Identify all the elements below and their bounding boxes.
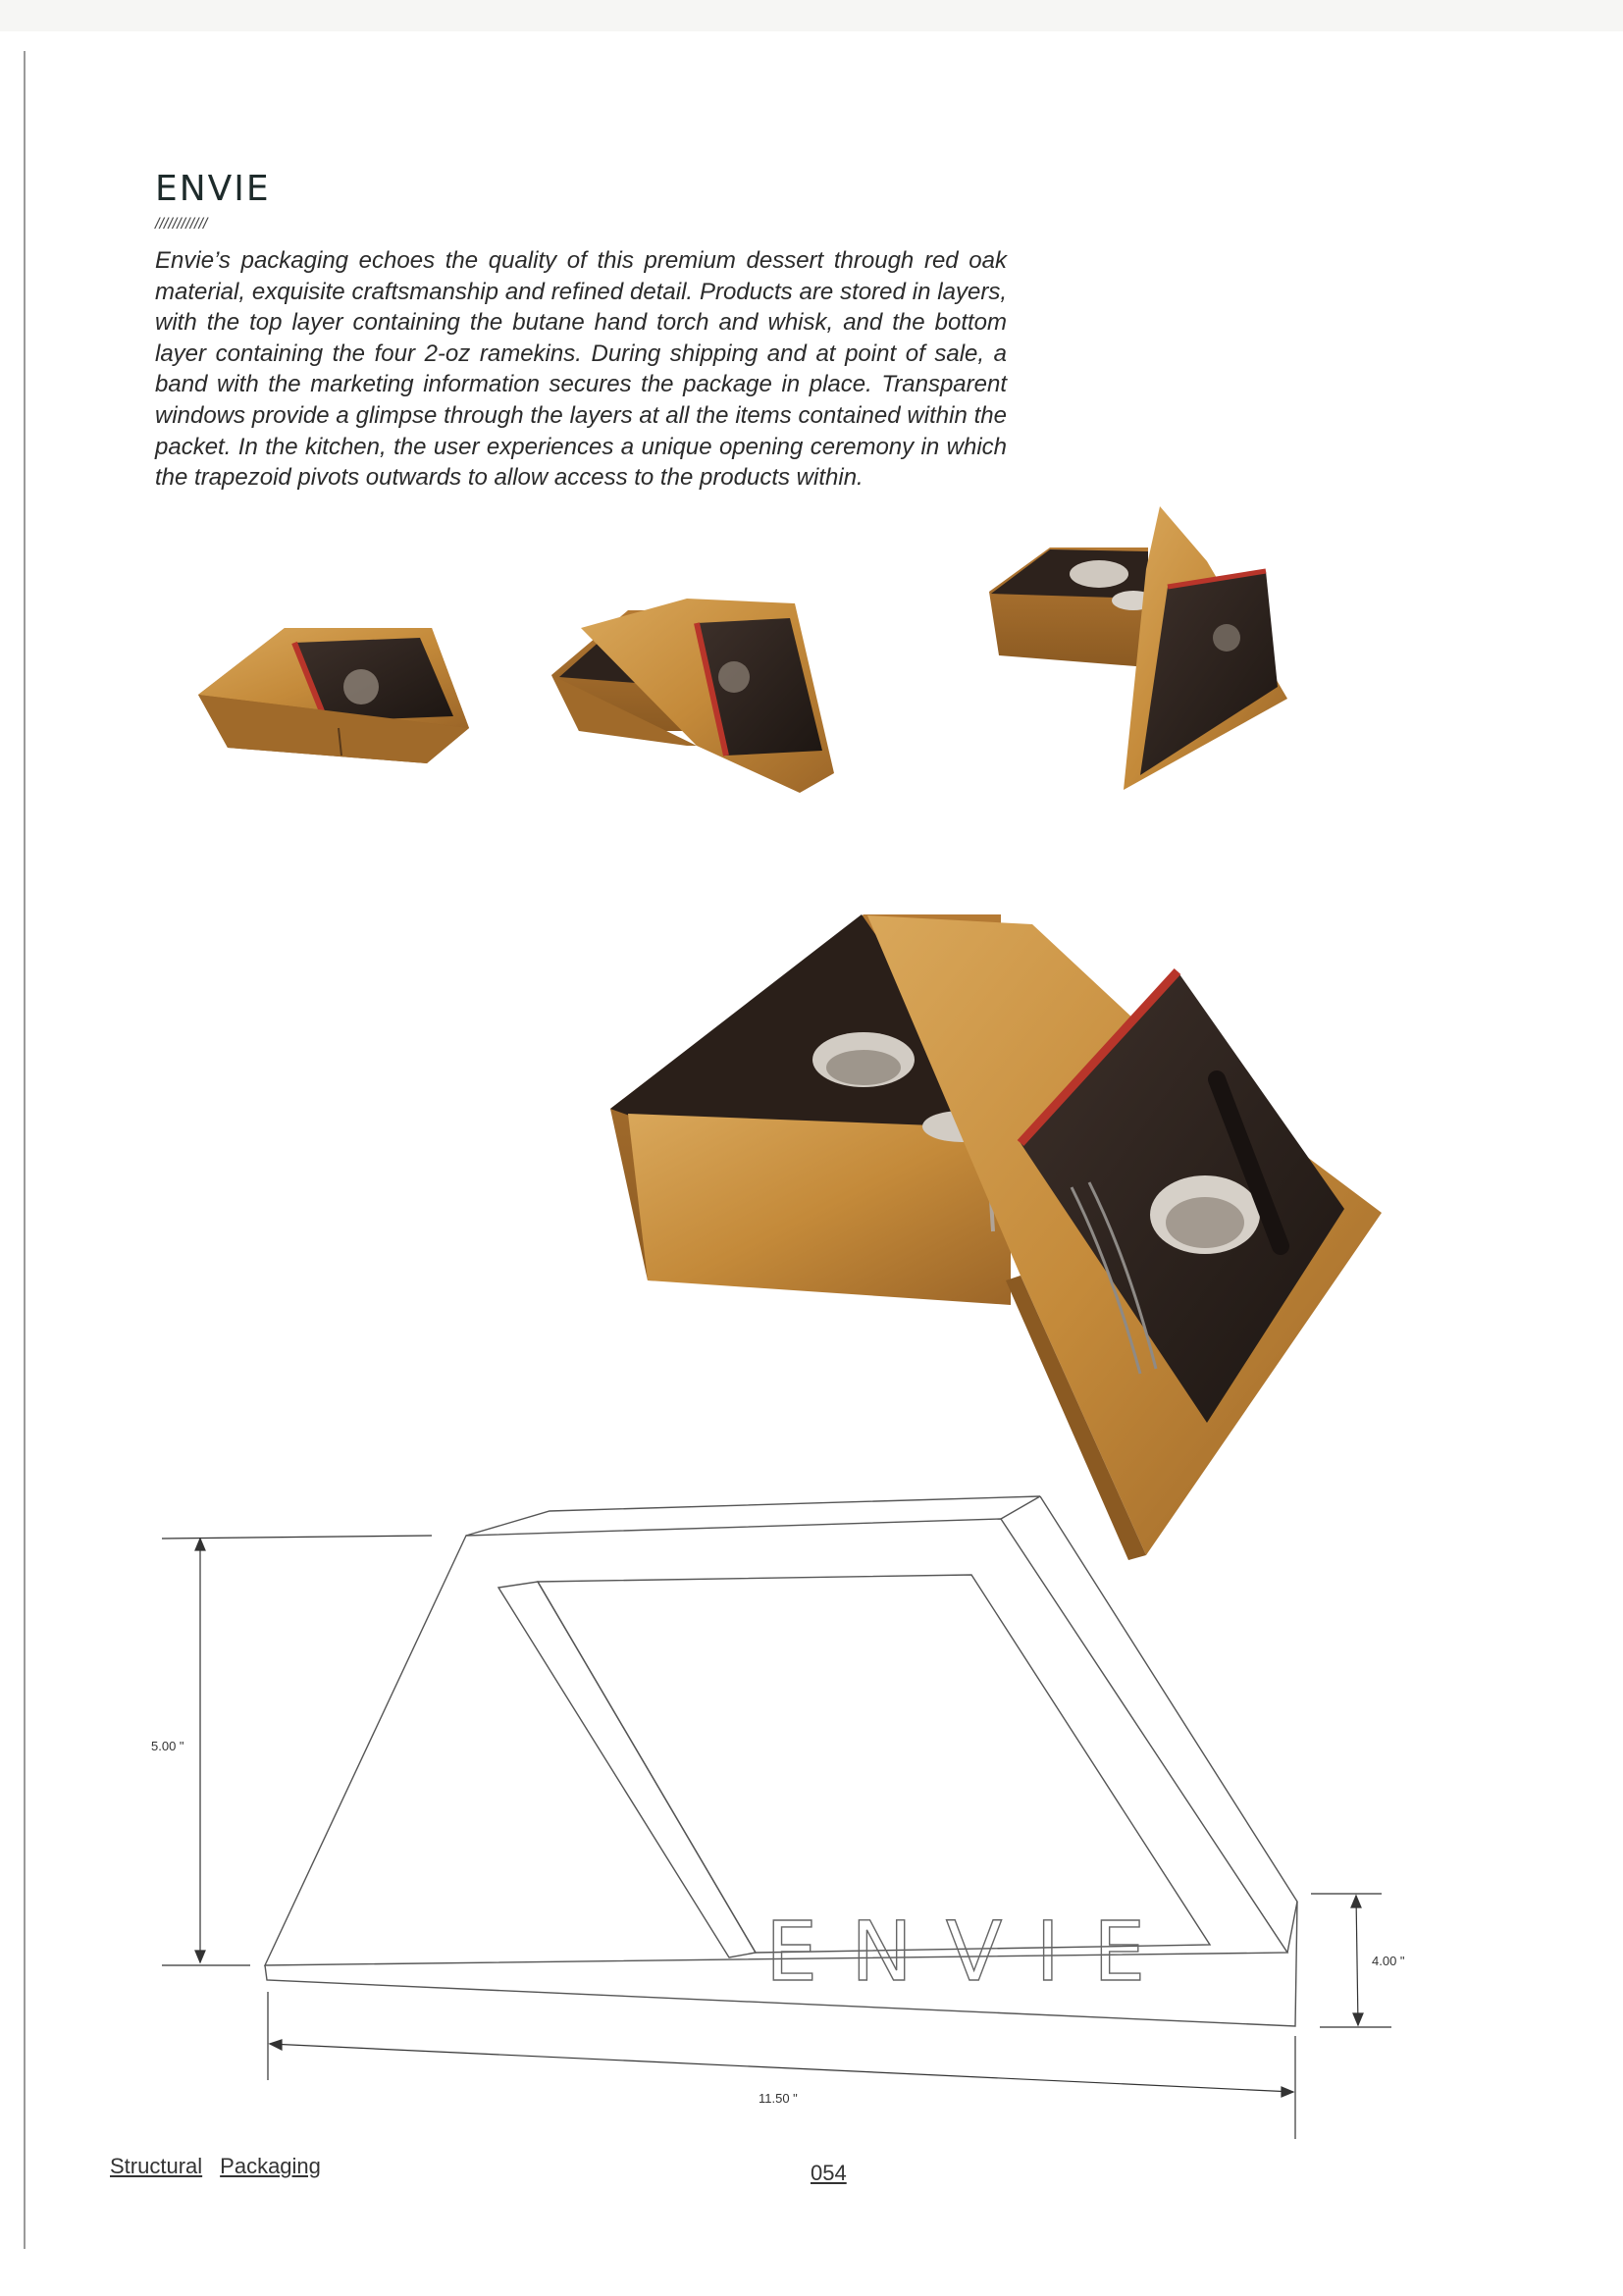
- drawing-front-face: [265, 1519, 1287, 1965]
- footer-section-word-packaging[interactable]: Packaging: [220, 2154, 321, 2178]
- dimension-depth-label: 4.00 ": [1372, 1954, 1405, 1968]
- article-description: Envie’s packaging echoes the quality of this premium dessert through red oak material, exquisite craftsmanship and refined detail. Products are stored in layers, with the top layer containing the butane hand torch and whisk, and the bottom layer containing the four 2-oz ramekins. During shipping and at point of sale, a band with the marketing information secures the package in place. Transparent windows provide a glimpse through the layers at all the items contained within the packet. In the kitchen, the user experiences a unique opening ceremony in which the trapezoid pivots outwards to allow access to the products within.: [155, 247, 1007, 492]
- article-title: ENVIE: [155, 169, 271, 209]
- dimension-width-label: 11.50 ": [759, 2091, 798, 2106]
- dimension-height-label: 5.00 ": [151, 1739, 184, 1753]
- technical-drawing: [0, 1472, 1623, 2159]
- page-number: 054: [811, 2161, 847, 2185]
- footer-section-word-structural[interactable]: Structural: [110, 2154, 203, 2178]
- drawing-window-frame-left: [498, 1582, 756, 1957]
- photo-open-box-large: [610, 914, 1382, 1560]
- footer-section-label[interactable]: [110, 2154, 339, 2179]
- photo-partly-open-box: [551, 599, 834, 793]
- drawing-brand-text: ENVIE: [765, 1904, 1179, 2000]
- photo-closed-box: [198, 628, 469, 763]
- drawing-top-edge: [466, 1496, 1040, 1536]
- title-divider: ////////////: [155, 216, 208, 233]
- drawing-window: [538, 1575, 1210, 1953]
- photo-open-box: [989, 506, 1287, 790]
- page-top-edge: [0, 0, 1623, 31]
- product-photos: [0, 491, 1623, 1590]
- drawing-side-edge: [1040, 1496, 1297, 1953]
